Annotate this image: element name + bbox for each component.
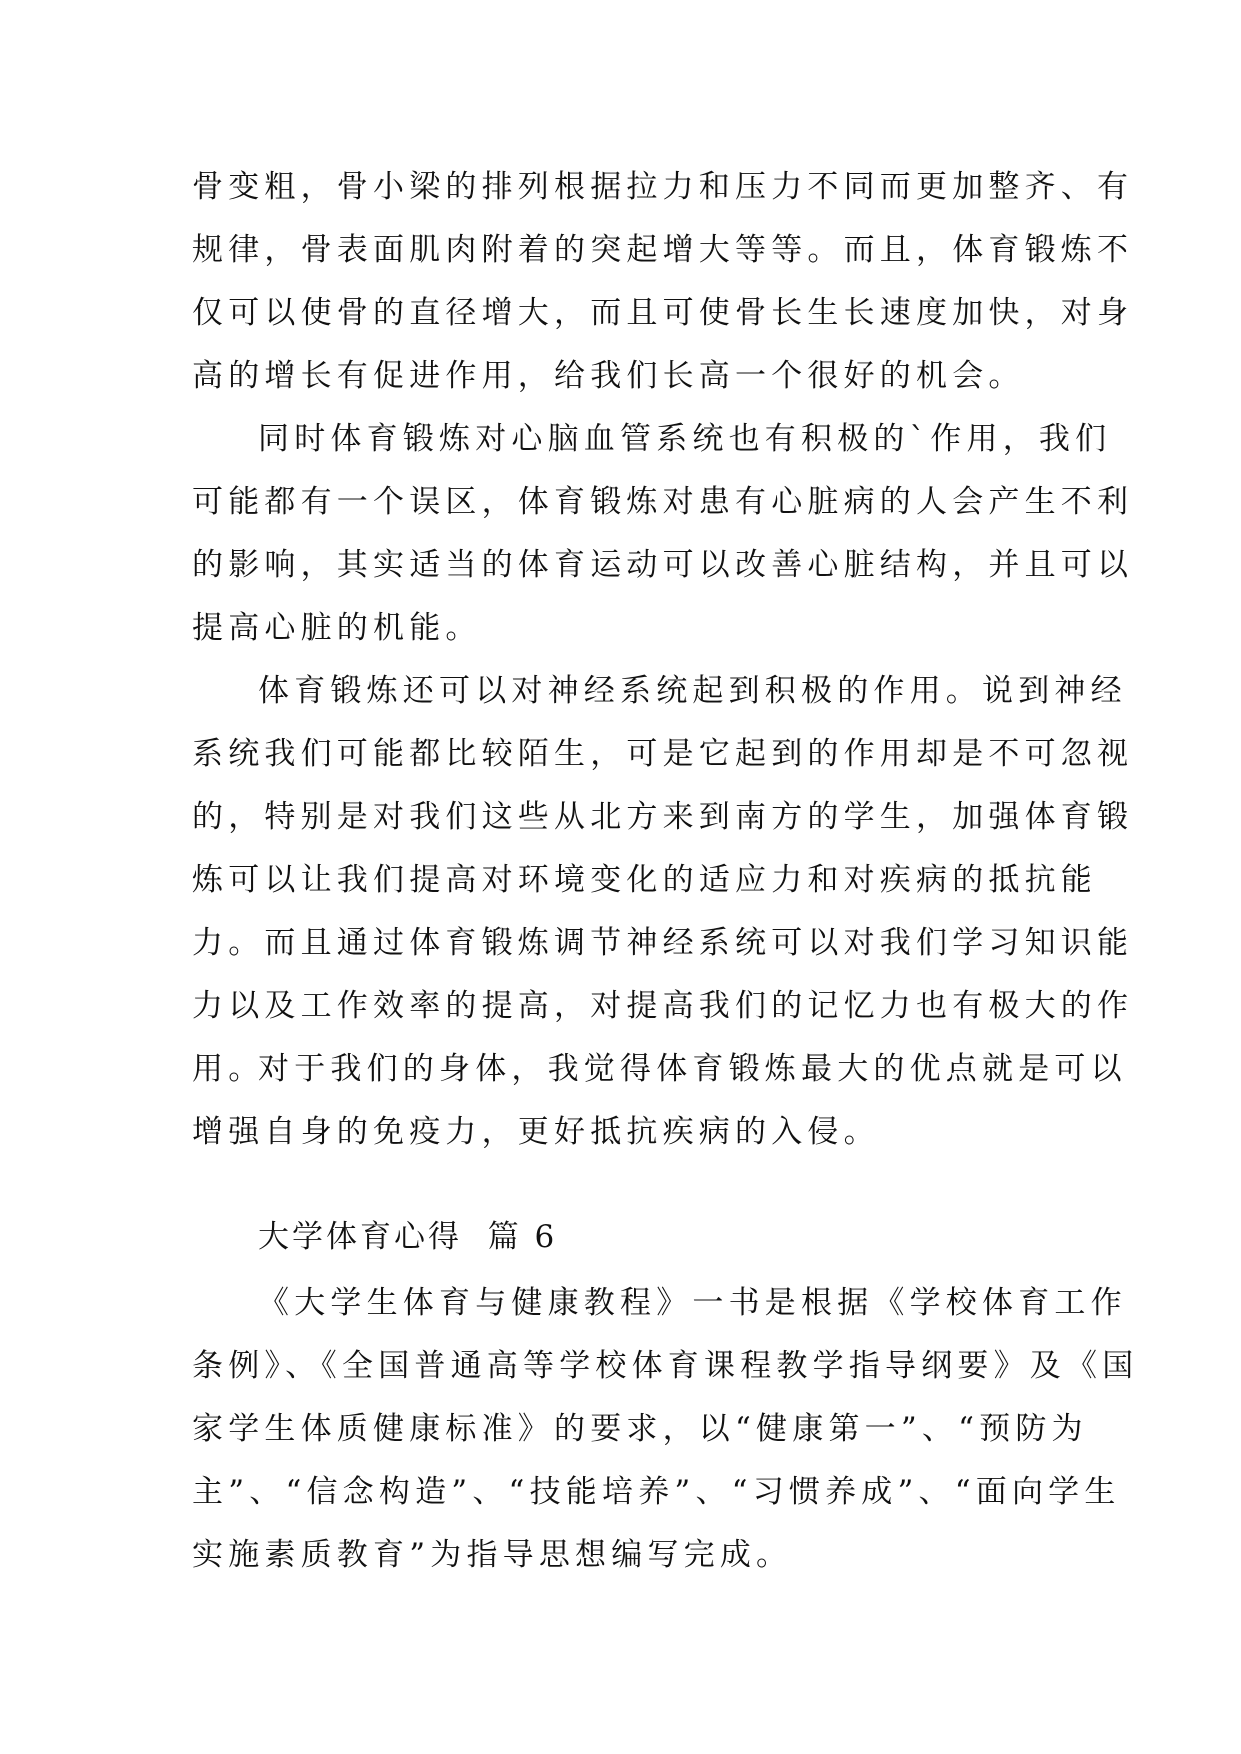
text-line: 力以及工作效率的提高，对提高我们的记忆力也有极大的作 <box>192 988 1134 1024</box>
text-line: 规律，骨表面肌肉附着的突起增大等等。而且，体育锻炼不 <box>192 232 1134 268</box>
text-line: 力。而且通过体育锻炼调节神经系统可以对我们学习知识能 <box>192 925 1134 961</box>
text-line: 炼可以让我们提高对环境变化的适应力和对疾病的抵抗能 <box>192 862 1097 898</box>
text-line: 高的增长有促进作用，给我们长高一个很好的机会。 <box>192 358 1025 394</box>
text-line: 仅可以使骨的直径增大，而且可使骨长生长速度加快，对身 <box>192 295 1134 331</box>
paragraph-cardiovascular <box>192 408 1134 660</box>
text-line: 可能都有一个误区，体育锻炼对患有心脏病的人会产生不利 <box>192 484 1134 520</box>
text-line: 系统我们可能都比较陌生，可是它起到的作用却是不可忽视 <box>192 736 1134 772</box>
text-line: 增强自身的免疫力，更好抵抗疾病的入侵。 <box>192 1114 880 1150</box>
text-line: 的，特别是对我们这些从北方来到南方的学生，加强体育锻 <box>192 799 1134 835</box>
text-line: 同时体育锻炼对心脑血管系统也有积极的`作用，我们 <box>258 421 1112 457</box>
text-line: 提高心脏的机能。 <box>192 610 482 646</box>
text-line: 《大学生体育与健康教程》一书是根据《学校体育工作 <box>258 1285 1127 1321</box>
paragraph-nervous-system <box>192 660 1134 1101</box>
text-line: 体育锻炼还可以对神经系统起到积极的作用。说到神经 <box>258 673 1127 709</box>
paragraph-immunity <box>192 1038 1127 1164</box>
text-line: 骨变粗，骨小梁的排列根据拉力和压力不同而更加整齐、有 <box>192 169 1134 205</box>
text-line: 的影响，其实适当的体育运动可以改善心脏结构，并且可以 <box>192 547 1134 583</box>
text-line: 对于我们的身体，我觉得体育锻炼最大的优点就是可以 <box>258 1051 1127 1087</box>
text-line: 家学生体质健康标准》的要求，以“健康第一”、“预防为 <box>192 1411 1088 1447</box>
text-line: 条例》、《全国普通高等学校体育课程教学指导纲要》及《国 <box>192 1348 1139 1384</box>
text-line: 主”、“信念构造”、“技能培养”、“习惯养成”、“面向学生 <box>192 1474 1121 1510</box>
paragraph-textbook-intro <box>192 1272 1139 1587</box>
section-heading: 大学体育心得 篇 6 <box>258 1219 558 1255</box>
text-line: 实施素质教育”为指导思想编写完成。 <box>192 1537 793 1573</box>
paragraph-bone-growth <box>192 156 1134 408</box>
text-line: 用。 <box>192 1051 265 1087</box>
